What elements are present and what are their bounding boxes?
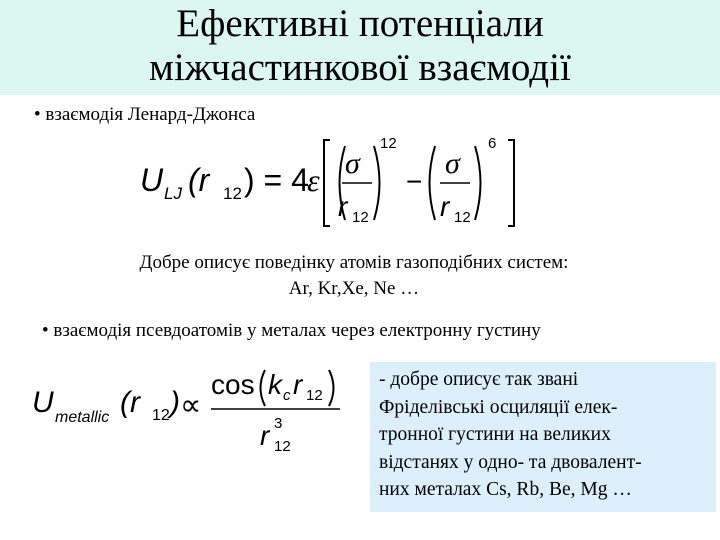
lj-r-1-sub: 12: [352, 209, 369, 226]
metal-sub: metallic: [55, 409, 110, 426]
metal-r-num-sub: 12: [306, 387, 323, 404]
lj-minus: −: [406, 166, 423, 197]
metal-k: k: [268, 369, 282, 400]
metal-r-den-sub: 12: [274, 438, 291, 455]
metal-propto: ∝: [180, 389, 202, 422]
lj-r-2: r: [440, 191, 450, 222]
lj-sigma-2: σ: [445, 147, 460, 180]
metal-r-den-exp: 3: [274, 415, 283, 432]
metal-rparen: ): [170, 386, 180, 419]
box-line-2: Фріделівські осциляції елек-: [379, 396, 618, 418]
metal-cos: cos: [211, 369, 255, 400]
lj-arg-sub: 12: [223, 184, 242, 203]
lj-exp-12: 12: [380, 135, 397, 152]
box-line-4: відстанях у одно- та двовалент-: [379, 451, 642, 473]
lj-exp-6: 6: [488, 135, 497, 152]
lj-formula: [120, 128, 680, 238]
metallic-formula: [28, 360, 368, 470]
lj-arg: (r: [188, 162, 210, 198]
metal-k-sub: c: [283, 387, 291, 404]
lj-U: U: [140, 162, 164, 198]
box-line-3: тронної густини на великих: [379, 424, 611, 445]
title-line-1: Ефективні потенціали: [176, 2, 544, 45]
box-line-5: них металах Cs, Rb, Be, Mg …: [379, 479, 632, 500]
metal-arg: (r: [120, 386, 140, 419]
bullet-lennard-jones: • взаємодія Ленард-Джонса: [34, 104, 256, 125]
lj-r-1: r: [338, 191, 348, 222]
friedel-note-box: [370, 362, 716, 512]
lj-note-line-1: Добре описує поведінку атомів газоподібних систем:: [139, 252, 569, 273]
lj-note-line-2: Ar, Kr,Xe, Ne …: [288, 278, 420, 299]
lj-close-eq: ) = 4: [244, 162, 309, 198]
metal-arg-sub: 12: [152, 407, 170, 424]
metal-r-num: r: [293, 369, 303, 400]
bullet-metallic: • взаємодія псевдоатомів у металах через електронну густину: [42, 320, 541, 341]
title-line-2: міжчастинкової взаємодії: [149, 46, 571, 89]
metal-U: U: [32, 386, 54, 419]
lj-sigma-1: σ: [345, 147, 360, 180]
slide-title: [0, 2, 720, 90]
lj-epsilon: ε: [307, 162, 320, 198]
box-line-1: - добре описує так звані: [379, 369, 579, 390]
metal-r-den: r: [260, 420, 270, 451]
lj-sub-LJ: LJ: [164, 184, 182, 203]
lj-r-2-sub: 12: [454, 209, 471, 226]
